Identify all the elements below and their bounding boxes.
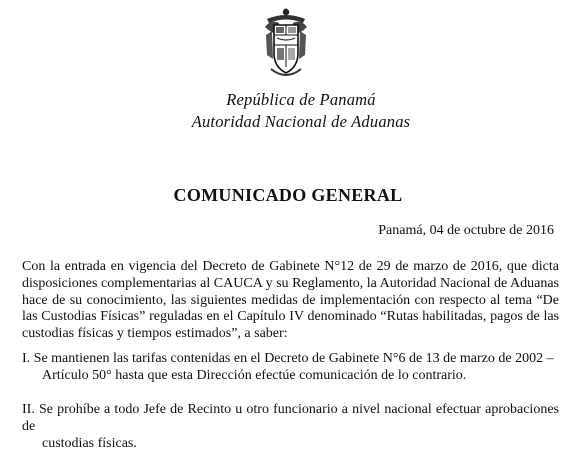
list-item-continuation: custodias físicas. bbox=[42, 435, 137, 451]
list-item-first-line: II. Se prohíbe a todo Jefe de Recinto u otro funcionario a nivel nacional efectuar aprobaciones de bbox=[22, 402, 559, 434]
page-title: COMUNICADO GENERAL bbox=[173, 185, 403, 205]
list-item-continuation: Artículo 50° hasta que esta Dirección efectúe comunicación de lo contrario. bbox=[42, 367, 467, 383]
document-date: Panamá, 04 de octubre de 2016 bbox=[378, 223, 554, 238]
panama-coat-of-arms-icon bbox=[263, 5, 309, 85]
list-item bbox=[22, 351, 559, 385]
intro-paragraph: Con la entrada en vigencia del Decreto de Gabinete N°12 de 29 de marzo de 2016, que dicta disposiciones complementarias al CAUCA y su Reglamento, la Autoridad Nacional de Aduanas hace de su conocimiento, las siguientes medidas de implementación con respecto al tema “De las Custodias Físicas” reguladas en el Capítulo IV denominado “Rutas habilitadas, pagos de las custodias físicas y tiempos estimados”, a saber: bbox=[22, 259, 559, 342]
list-item-first-line: I. Se mantienen las tarifas contenidas en el Decreto de Gabinete N°6 de 13 de marzo de 2002 – bbox=[22, 351, 554, 366]
header-authority: Autoridad Nacional de Aduanas bbox=[191, 112, 411, 131]
header-republic: República de Panamá bbox=[226, 90, 376, 109]
list-item bbox=[22, 402, 559, 452]
